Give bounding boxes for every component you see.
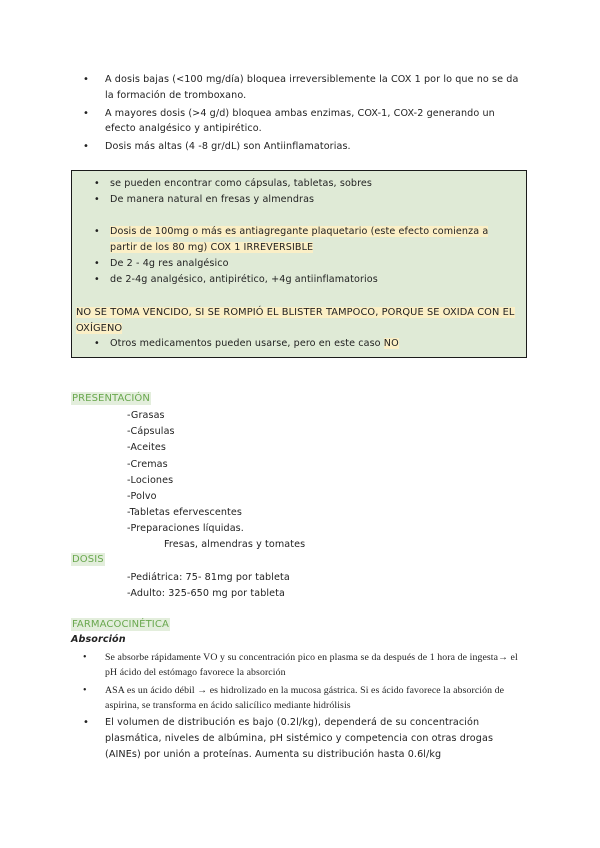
bullet-text: El volumen de distribución es bajo (0.2l/kg), dependerá de su concentración plasmática, niveles de albúmina, pH sistémico y competencia con otras drogas (AINEs) por unión a proteínas. Aumenta su distribución hasta 0.6l/kg: [105, 717, 494, 760]
bullet-text: Se absorbe rápidamente VO y su concentración pico en plasma se da después de 1 hora de ingesta→ el pH ácido del estómago favorece la absorción: [105, 652, 518, 678]
dose-list: [127, 570, 290, 602]
bullet-text: De manera natural en fresas y almendras: [110, 194, 315, 205]
highlight-box: [71, 170, 527, 358]
presentation-item: -Preparaciones líquidas.: [127, 523, 244, 535]
box-bullet: [72, 272, 517, 288]
presentation-item: -Tabletas efervescentes: [127, 507, 243, 519]
highlighted-text: Dosis de 100mg o más es antiagregante plaquetario (este efecto comienza a partir de los 80 mg) COX 1 IRREVERSIBLE: [110, 226, 489, 253]
presentation-item: -Grasas: [127, 410, 165, 421]
box-list-other: [72, 336, 517, 352]
bullet-text: De 2 - 4g res analgésico: [110, 258, 229, 269]
intro-bullet-high-dose: [71, 106, 526, 138]
presentation-item: -Cápsulas: [127, 426, 175, 438]
no-emphasis: NO: [383, 338, 399, 349]
presentation-note: Fresas, almendras y tomates: [164, 539, 306, 550]
section-heading-dosis: DOSIS: [72, 554, 104, 565]
absorption-bullet: [71, 683, 531, 713]
presentation-list: [127, 408, 244, 538]
warning-note: [76, 305, 524, 337]
box-bullet-highlight: [72, 224, 517, 256]
intro-bullet-list: [71, 72, 526, 155]
presentation-item: -Polvo: [127, 491, 157, 503]
box-bullet: [72, 336, 517, 352]
box-list-forms: [72, 176, 517, 208]
presentation-item: -Cremas: [127, 458, 168, 470]
box-bullet: [72, 176, 517, 192]
dose-item-pediatric: -Pediátrica: 75- 81mg por tableta: [127, 572, 290, 583]
box-list-doses: [72, 224, 517, 288]
section-heading-farmacocinetica: FARMACOCINÉTICA: [72, 619, 169, 630]
bullet-text: se pueden encontrar como cápsulas, tabletas, sobres: [110, 178, 373, 189]
bullet-text: de 2-4g analgésico, antipirético, +4g antiinflamatorios: [110, 274, 378, 285]
bullet-text: Otros medicamentos pueden usarse, pero en este caso: [110, 338, 384, 349]
presentation-item: -Lociones: [127, 474, 174, 486]
bullet-text: Dosis más altas (4 -8 gr/dL) son Antiinflamatorias.: [105, 141, 351, 153]
bullet-text: A dosis bajas (<100 mg/día) bloquea irreversiblemente la COX 1 por lo que no se da la formación de tromboxano.: [105, 74, 519, 101]
bullet-text: A mayores dosis (>4 g/d) bloquea ambas enzimas, COX-1, COX-2 generando un efecto analgésico y antipirético.: [105, 107, 495, 135]
subheading-absorcion: Absorción: [71, 634, 126, 645]
absorption-bullet: [71, 650, 531, 680]
pharmacokinetics-bullet-list: [71, 650, 531, 762]
dose-item-adult: -Adulto: 325-650 mg por tableta: [127, 588, 286, 600]
box-bullet: [72, 256, 517, 272]
distribution-bullet: [71, 715, 531, 762]
intro-bullet-highest-dose: [71, 139, 526, 155]
intro-bullet-low-dose: [71, 72, 526, 104]
presentation-item: -Aceites: [127, 442, 166, 454]
warning-text: NO SE TOMA VENCIDO, SI SE ROMPIÓ EL BLISTER TAMPOCO, PORQUE SE OXIDA CON EL OXÍGENO: [76, 307, 515, 334]
section-heading-presentacion: PRESENTACIÓN: [72, 393, 150, 404]
bullet-text: ASA es un ácido débil → es hidrolizado en la mucosa gástrica. Si es ácido favorece la absorción de aspirina, se transforma en ácido salicílico mediante hidrólisis: [105, 685, 505, 711]
box-bullet: [72, 192, 517, 208]
